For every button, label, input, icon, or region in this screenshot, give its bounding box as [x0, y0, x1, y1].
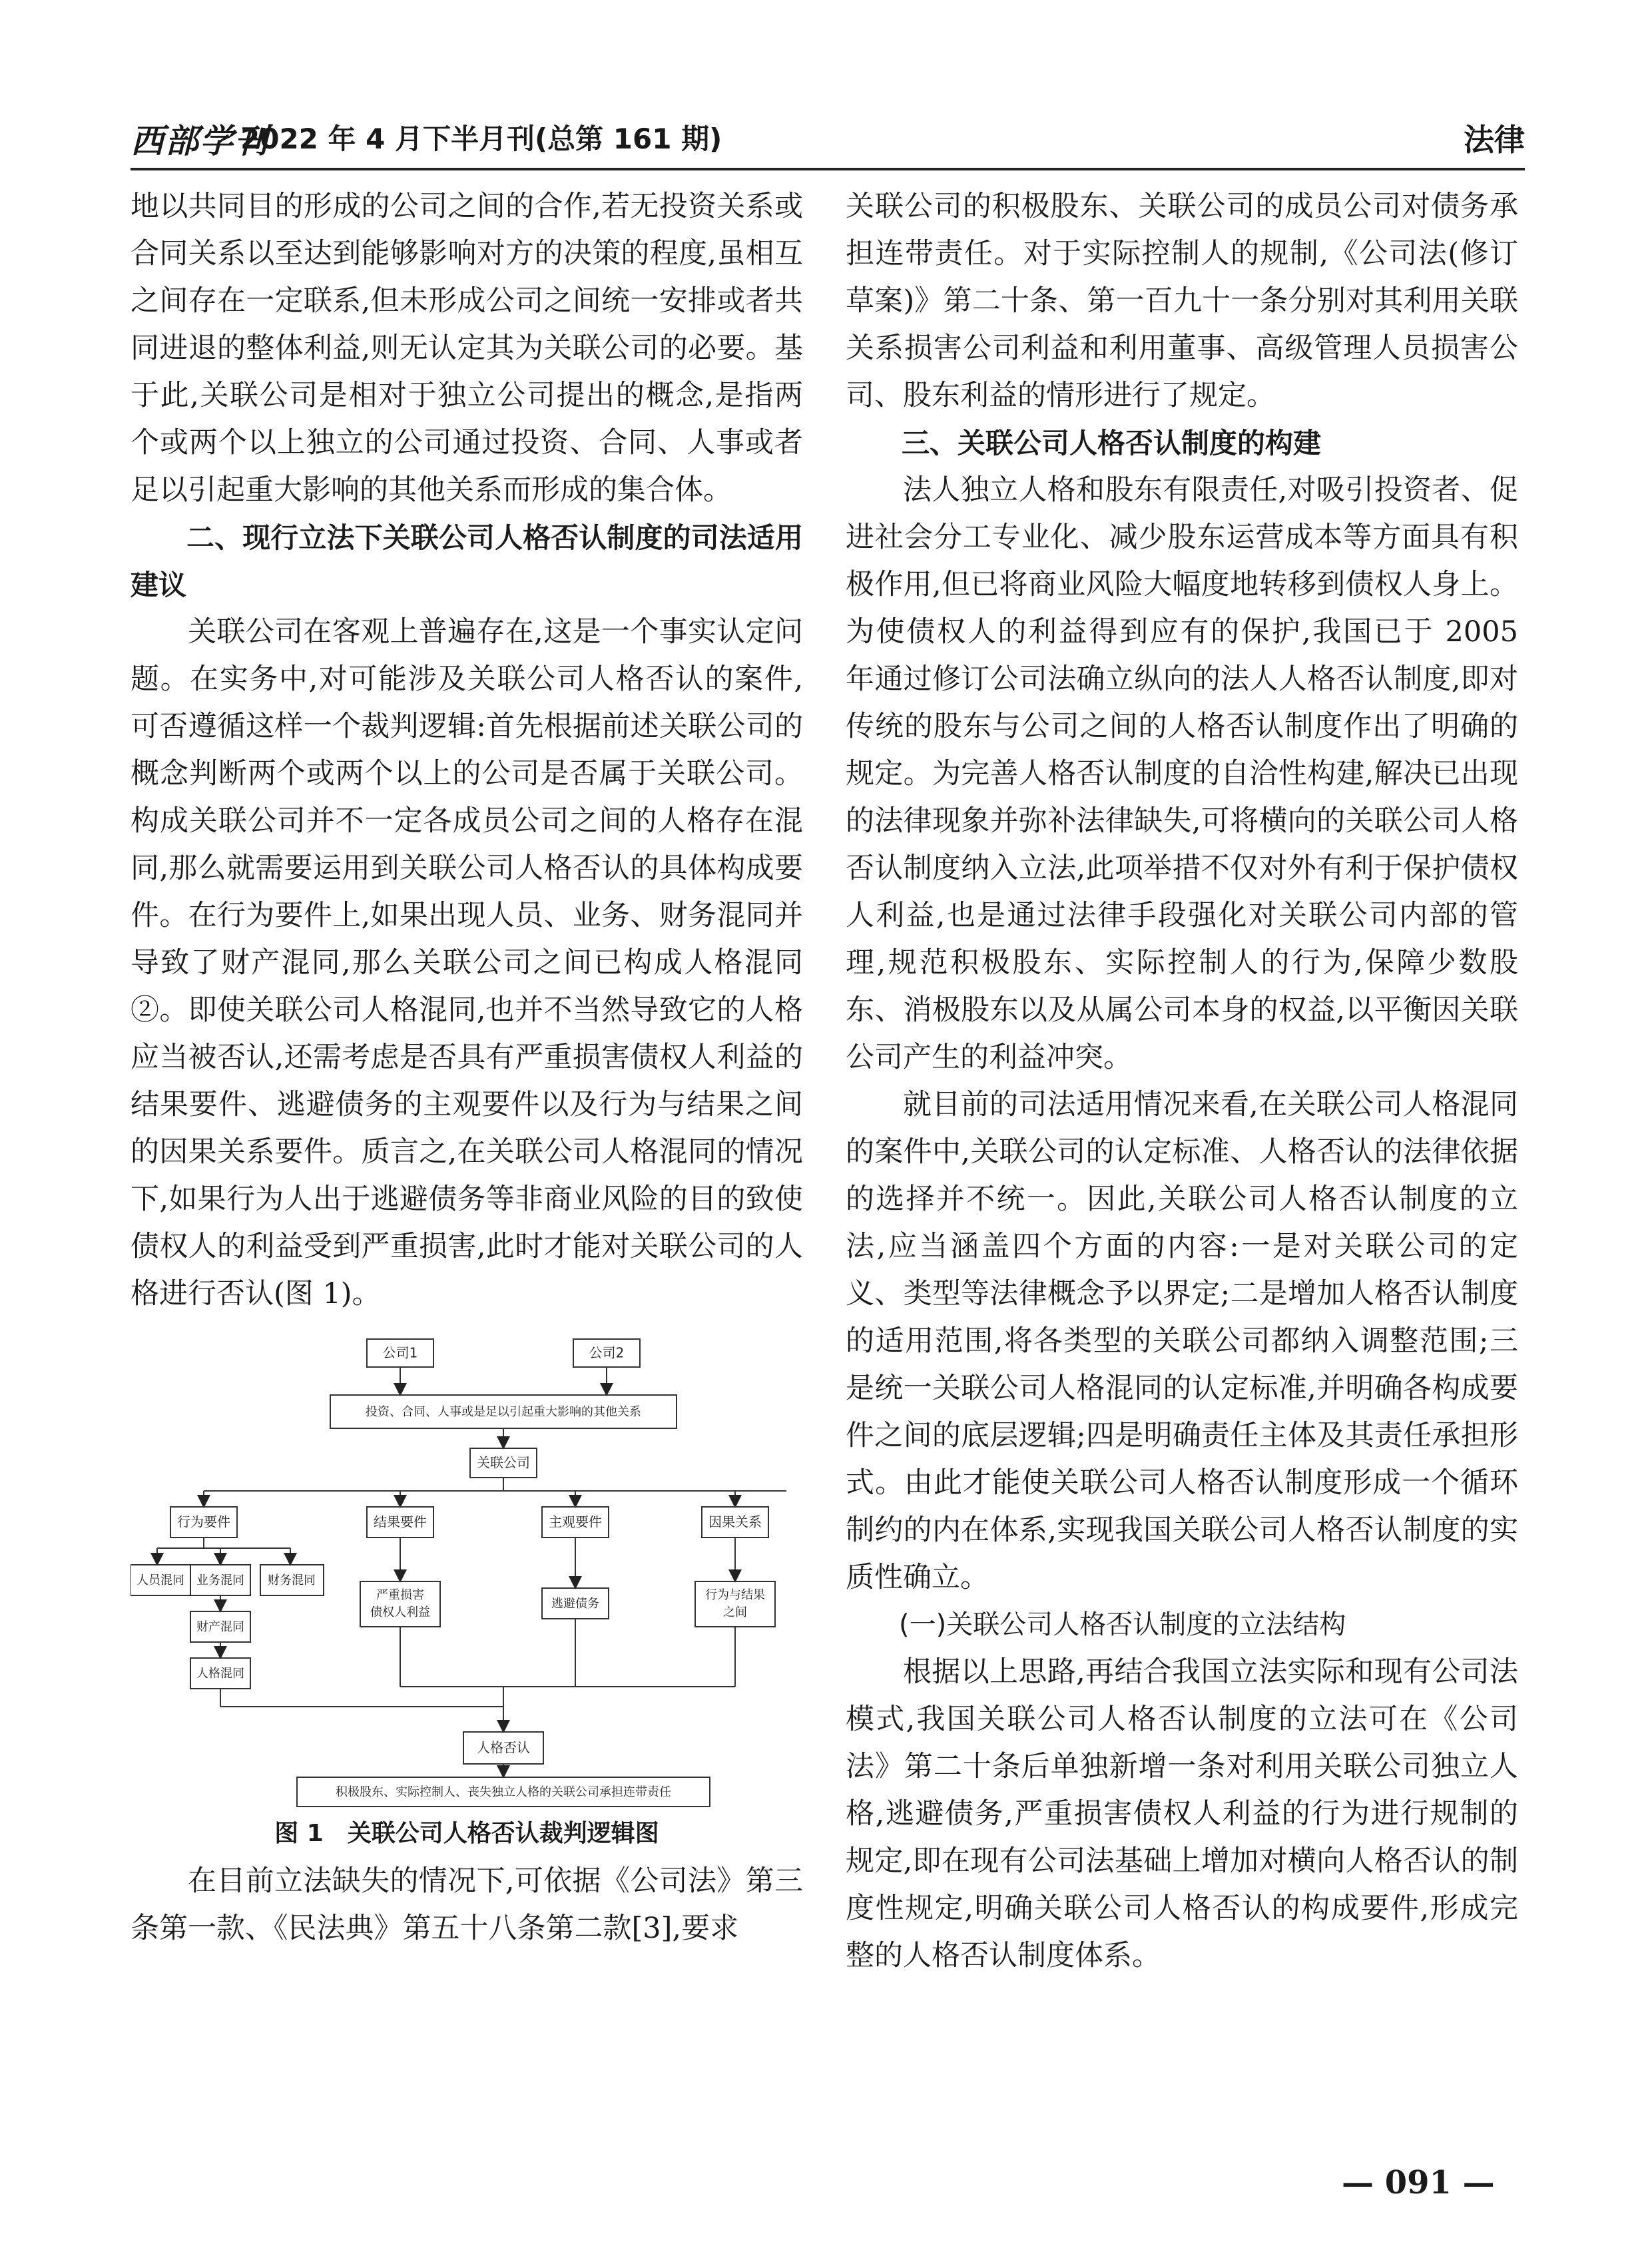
causal-label: 因果关系	[708, 1514, 762, 1530]
serious-harm-label: 债权人利益	[370, 1605, 430, 1619]
evade-debt-label: 逃避债务	[551, 1597, 599, 1611]
result-element-label: 结果要件	[374, 1514, 427, 1530]
serious-harm-label: 严重损害	[376, 1588, 424, 1602]
act-element-label: 行为要件	[177, 1514, 230, 1530]
issue-info: 2022 年 4 月下半月刊(总第 161 期)	[240, 123, 722, 155]
page-header	[131, 112, 1525, 165]
personality-mix-label: 人格混同	[196, 1667, 244, 1681]
paragraph: 地以共同目的形成的公司之间的合作,若无投资关系或合同关系以至达到能够影响对方的决策的程度,虽相互之间存在一定联系,但未形成公司之间统一安排或者共同进退的整体利益,则无认定其为关联公司的必要。基于此,关联公司是相对于独立公司提出的概念,是指两个或两个以上独立的公司通过投资、合同、人事或者足以引起重大影响的其他关系而形成的集合体。	[131, 190, 803, 507]
company1-label: 公司1	[382, 1344, 418, 1361]
paragraph: 法人独立人格和股东有限责任,对吸引投资者、促进社会分工专业化、减少股东运营成本等方面具有积极作用,但已将商业风险大幅度地转移到债权人身上。为使债权人的利益得到应有的保护,我国已于 2005 年通过修订公司法确立纵向的法人人格否认制度,即对传统的股东与公司之间的人格否认制度作出了明确的规定。为完善人格否认制度的自洽性构建,解决已出现的法律现象并弥补法律缺失,可将横向的关联公司人格否认制度纳入立法,此项举措不仅对外有利于保护债权人利益,也是通过法律手段强化对关联公司内部的管理,规范积极股东、实际控制人的行为,保障少数股东、消极股东以及从属公司本身的权益,以平衡因关联公司产生的利益冲突。	[846, 473, 1518, 1074]
act-result-label: 之间	[723, 1605, 747, 1619]
relation-label: 投资、合同、人事或是足以引起重大影响的其他关系	[366, 1405, 641, 1419]
right-column	[846, 183, 1518, 1980]
paragraph: 就目前的司法适用情况来看,在关联公司人格混同的案件中,关联公司的认定标准、人格否认的法律依据的选择并不统一。因此,关联公司人格否认制度的立法,应当涵盖四个方面的内容:一是对关联公司的定义、类型等法律概念予以界定;二是增加人格否认制度的适用范围,将各类型的关联公司都纳入调整范围;三是统一关联公司人格混同的认定标准,并明确各构成要件之间的底层逻辑;四是明确责任主体及其责任承担形式。由此才能使关联公司人格否认制度形成一个循环制约的内在体系,实现我国关联公司人格否认制度的实质性确立。	[846, 1088, 1518, 1594]
section-heading-2: 二、现行立法下关联公司人格否认制度的司法适用建议	[131, 521, 803, 601]
paragraph: 关联公司的积极股东、关联公司的成员公司对债务承担连带责任。对于实际控制人的规制,《公司法(修订草案)》第二十条、第一百九十一条分别对其利用关联关系损害公司利益和利用董事、高级管理人员损害公司、股东利益的情形进行了规定。	[846, 190, 1518, 412]
denial-label: 人格否认	[477, 1739, 530, 1756]
left-column	[131, 183, 803, 1952]
finance-label: 财务混同	[268, 1573, 316, 1587]
act-result-label: 行为与结果	[705, 1588, 765, 1602]
affiliated-label: 关联公司	[477, 1454, 530, 1471]
paragraph: 根据以上思路,再结合我国立法实际和现有公司法模式,我国关联公司人格否认制度的立法可在《公司法》第二十条后单独新增一条对利用关联公司独立人格,逃避债务,严重损害债权人利益的行为进行规制的规定,即在现有公司法基础上增加对横向人格否认的制度性规定,明确关联公司人格否认的构成要件,形成完整的人格否认制度体系。	[846, 1655, 1518, 1972]
figure-1-flowchart	[131, 1334, 803, 1810]
property-label: 财产混同	[196, 1620, 244, 1634]
subsection-heading: (一)关联公司人格否认制度的立法结构	[899, 1609, 1346, 1640]
subjective-element-label: 主观要件	[549, 1514, 602, 1530]
figure-caption: 图 1 关联公司人格否认裁判逻辑图	[274, 1820, 659, 1847]
journal-logo: 西部学刊	[131, 121, 269, 160]
paragraph: 在目前立法缺失的情况下,可依据《公司法》第三条第一款、《民法典》第五十八条第二款[3],要求	[131, 1864, 803, 1945]
page-number: — 091 —	[1342, 2164, 1495, 2201]
personnel-label: 人员混同	[137, 1573, 184, 1587]
section-heading-3: 三、关联公司人格否认制度的构建	[902, 427, 1322, 459]
business-label: 业务混同	[196, 1573, 244, 1587]
header-rule	[131, 168, 1525, 170]
section-name: 法律	[1464, 122, 1525, 158]
liability-label: 积极股东、实际控制人、丧失独立人格的关联公司承担连带责任	[336, 1785, 671, 1799]
paragraph: 关联公司在客观上普遍存在,这是一个事实认定问题。在实务中,对可能涉及关联公司人格否认的案件,可否遵循这样一个裁判逻辑:首先根据前述关联公司的概念判断两个或两个以上的公司是否属于关联公司。构成关联公司并不一定各成员公司之间的人格存在混同,那么就需要运用到关联公司人格否认的具体构成要件。在行为要件上,如果出现人员、业务、财务混同并导致了财产混同,那么关联公司之间已构成人格混同②。即使关联公司人格混同,也并不当然导致它的人格应当被否认,还需考虑是否具有严重损害债权人利益的结果要件、逃避债务的主观要件以及行为与结果之间的因果关系要件。质言之,在关联公司人格混同的情况下,如果行为人出于逃避债务等非商业风险的目的致使债权人的利益受到严重损害,此时才能对关联公司的人格进行否认(图 1)。	[131, 615, 803, 1310]
company2-label: 公司2	[589, 1344, 625, 1361]
